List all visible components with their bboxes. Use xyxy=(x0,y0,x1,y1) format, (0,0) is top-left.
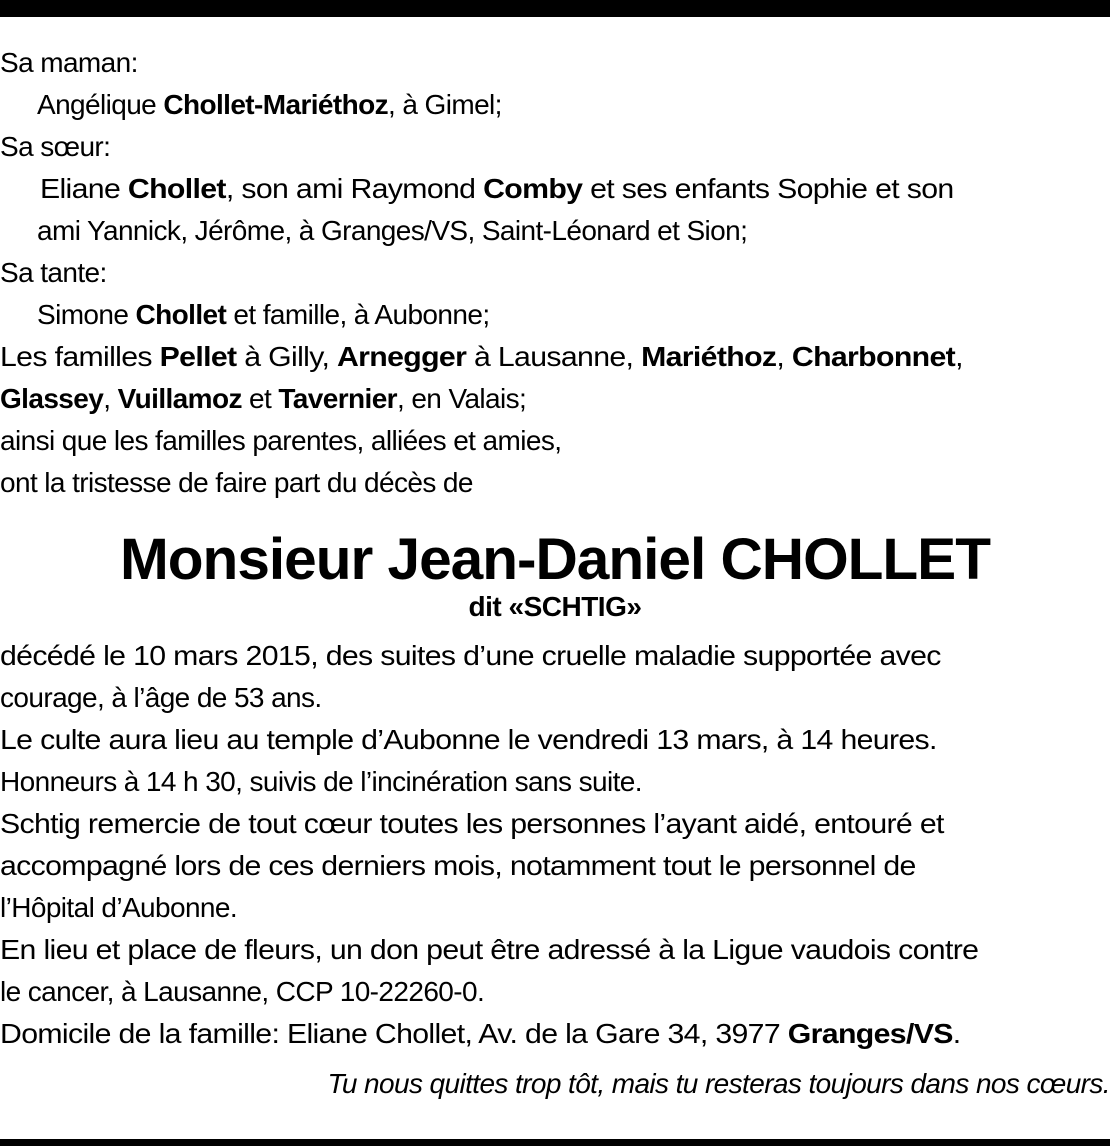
family-name-pellet: Pellet xyxy=(159,341,237,372)
family-name-vuillamoz: Vuillamoz xyxy=(117,383,242,414)
honours-details: Honneurs à 14 h 30, suivis de l’incinération sans suite. xyxy=(0,766,642,797)
aunt-last-name: Chollet xyxy=(135,299,227,330)
families-text: , xyxy=(955,341,963,372)
thanks-line-3: l’Hôpital d’Aubonne. xyxy=(0,892,238,923)
aunt-first-name: Simone xyxy=(37,299,136,330)
aunt-place: et famille, à Aubonne; xyxy=(226,299,490,330)
family-name-mariethoz: Mariéthoz xyxy=(641,341,777,372)
death-details-line-1: décédé le 10 mars 2015, des suites d’une cruelle maladie supportée avec xyxy=(0,640,941,671)
donation-line-1: En lieu et place de fleurs, un don peut être adressé à la Ligue vaudois contre xyxy=(0,934,979,965)
closing-quote: Tu nous quittes trop tôt, mais tu resteras toujours dans nos cœurs. xyxy=(327,1068,1110,1099)
mother-first-name: Angélique xyxy=(37,89,164,120)
sister-first-name: Eliane xyxy=(39,173,128,204)
death-details-line-2: courage, à l’âge de 53 ans. xyxy=(0,682,322,713)
families-text: , xyxy=(103,383,118,414)
mother-line xyxy=(0,84,1110,126)
related-families-line: ainsi que les familles parentes, alliées et amies, xyxy=(0,425,562,456)
domicile-address: Domicile de la famille: Eliane Chollet, Av. de la Gare 34, 3977 xyxy=(0,1018,788,1049)
family-domicile xyxy=(0,1013,960,1055)
family-name-charbonnet: Charbonnet xyxy=(791,341,956,372)
aunt-line xyxy=(0,294,1110,336)
family-name-arnegger: Arnegger xyxy=(336,341,467,372)
bottom-rule xyxy=(0,1139,1110,1146)
thanks-line-2: accompagné lors de ces derniers mois, notamment tout le personnel de xyxy=(0,850,916,881)
families-line-1 xyxy=(0,336,963,378)
family-name-tavernier: Tavernier xyxy=(278,383,397,414)
service-details: Le culte aura lieu au temple d’Aubonne le vendredi 13 mars, à 14 heures. xyxy=(0,724,937,755)
families-text: à Lausanne, xyxy=(466,341,642,372)
sister-children: et ses enfants Sophie et son xyxy=(582,173,954,204)
sister-partner-last-name: Comby xyxy=(483,173,583,204)
thanks-line-1: Schtig remercie de tout cœur toutes les personnes l’ayant aidé, entouré et xyxy=(0,808,944,839)
families-intro: Les familles xyxy=(0,341,160,372)
deceased-nickname: dit «SCHTIG» xyxy=(468,591,642,622)
families-line-2 xyxy=(0,378,1110,420)
deceased-name: Monsieur Jean-Daniel CHOLLET xyxy=(119,527,990,592)
sister-line-2: ami Yannick, Jérôme, à Granges/VS, Saint-Léonard et Sion; xyxy=(37,215,748,246)
domicile-town: Granges/VS xyxy=(787,1018,953,1049)
sister-last-name: Chollet xyxy=(127,173,226,204)
announcement-line: ont la tristesse de faire part du décès de xyxy=(0,467,473,498)
sister-line-1 xyxy=(0,168,994,210)
families-text: à Gilly, xyxy=(236,341,337,372)
mother-place: , à Gimel; xyxy=(388,89,502,120)
family-name-glassey: Glassey xyxy=(0,383,104,414)
top-rule xyxy=(0,0,1110,17)
sister-partner-intro: , son ami Raymond xyxy=(225,173,484,204)
families-text: , xyxy=(776,341,792,372)
aunt-label: Sa tante: xyxy=(0,257,107,288)
families-text: et xyxy=(241,383,279,414)
domicile-end: . xyxy=(952,1018,961,1049)
mother-last-name: Chollet-Mariéthoz xyxy=(163,89,389,120)
sister-label: Sa sœur: xyxy=(0,131,111,162)
mother-label: Sa maman: xyxy=(0,47,138,78)
donation-line-2: le cancer, à Lausanne, CCP 10-22260-0. xyxy=(0,976,485,1007)
obituary-notice xyxy=(0,42,1110,1105)
families-text: , en Valais; xyxy=(396,383,527,414)
